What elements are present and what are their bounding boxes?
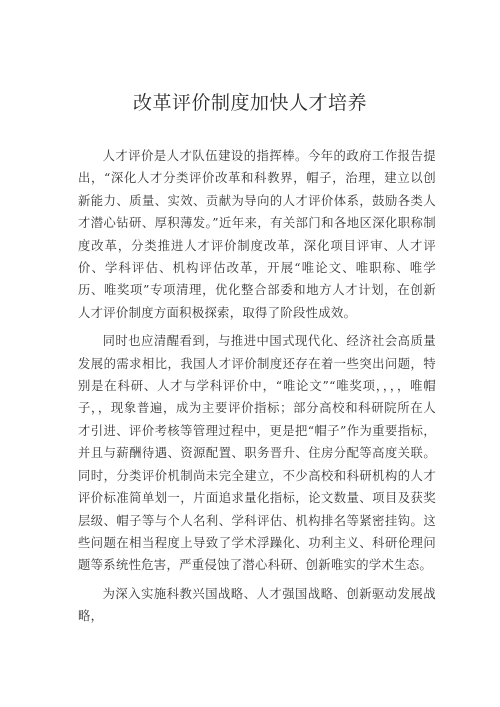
paragraph-3: 为深入实施科教兴国战略、人才强国战略、创新驱动发展战略， xyxy=(78,586,436,624)
paragraph-1: 人才评价是人才队伍建设的指挥棒。今年的政府工作报告提出，“深化人才分类评价改革和科教界，帽子，治理，建立以创新能力、质量、实效、贡献为导向的人才评价体系，鼓励各类人才潜心钻研、厚积薄发。”近年来，有关部门和各地区深化职称制度改革，分类推进人才评价制度改革，深化项目评审、人才评价、学科评估、机构评估改革，开展“唯论文、唯职称、唯学历、唯奖项”专项清理，优化整合部委和地方人才计划，在创新人才评价制度方面积极探索，取得了阶段性成效。 xyxy=(78,149,436,320)
document-body xyxy=(78,145,436,634)
document-title: 改革评价制度加快人才培养 xyxy=(132,92,367,114)
paragraph-2: 同时也应清醒看到，与推进中国式现代化、经济社会高质量发展的需求相比，我国人才评价制度还存在着一些突出问题，特别是在科研、人才与学科评价中，“唯论文”“唯奖项，，，，唯帽子，，现象普遍，成为主要评价指标；部分高校和科研院所在人才引进、评价考核等管理过程中，更是把“帽子”作为重要指标，并且与薪酬待遇、资源配置、职务晋升、住房分配等高度关联。同时，分类评价机制尚未完全建立，不少高校和科研机构的人才评价标准简单划一，片面追求量化指标，论文数量、项目及获奖层级、帽子等与个人名利、学科评估、机构排名等紧密挂钩。这些问题在相当程度上导致了学术浮躁化、功利主义、科研伦理问题等系统性危害，严重侵蚀了潜心科研、创新唯实的学术生态。 xyxy=(78,334,436,573)
